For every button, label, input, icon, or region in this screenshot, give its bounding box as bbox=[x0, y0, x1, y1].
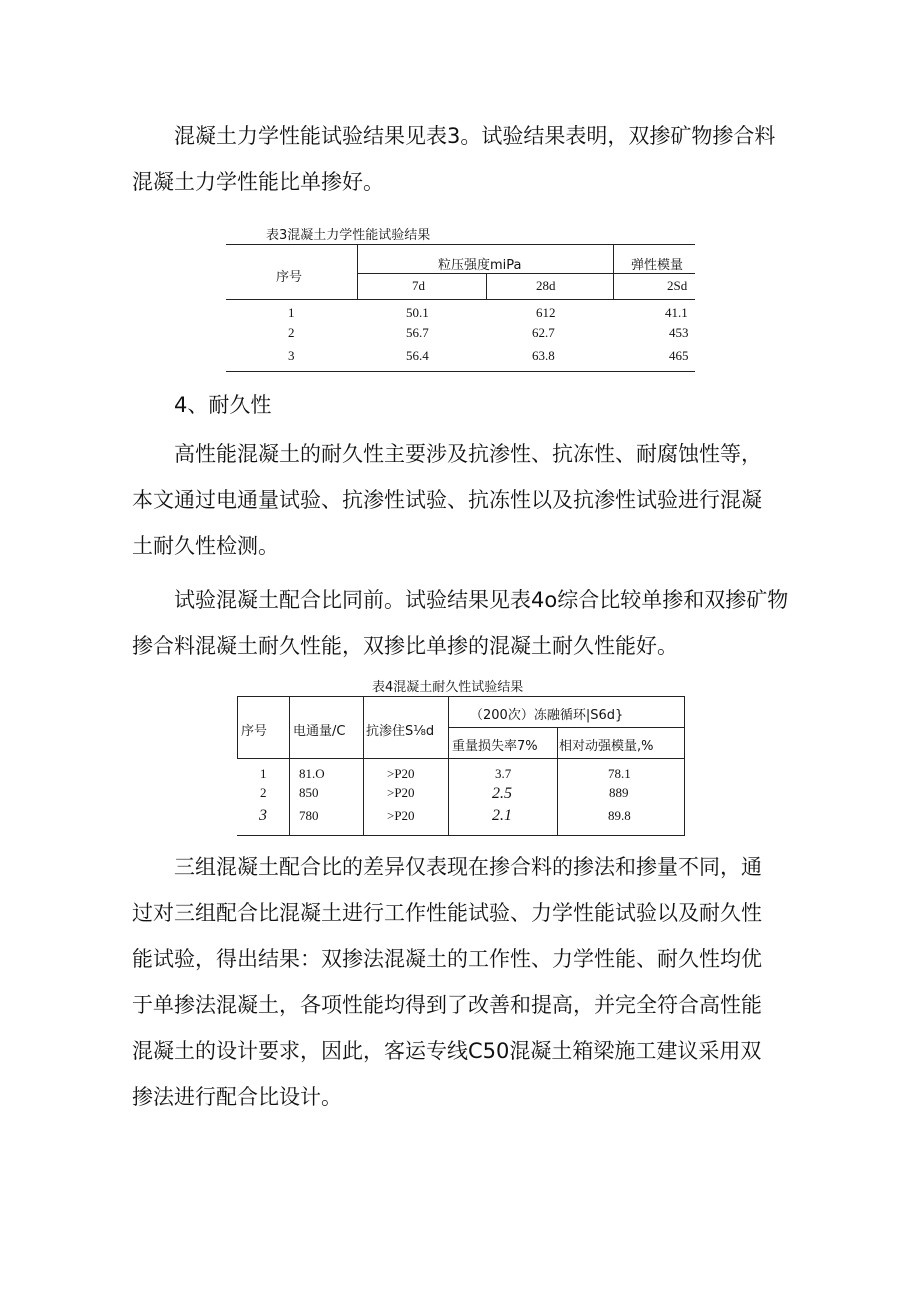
table4-header-permeability: 抗渗住S⅛d bbox=[366, 724, 435, 739]
table3-cell: 56.7 bbox=[406, 325, 429, 340]
text-line: 混凝土力学性能试验结果见表3。试验结果表明，双掺矿物掺合料 bbox=[174, 124, 776, 148]
table4-cell: 2 bbox=[260, 785, 267, 800]
table3-caption: 表3混凝土力学性能试验结果 bbox=[266, 228, 431, 243]
table4-header-flux: 电通量/C bbox=[293, 724, 346, 739]
table4-col-divider bbox=[448, 696, 449, 836]
table3-mechanical-properties bbox=[226, 244, 695, 372]
table4-cell: 3 bbox=[259, 807, 267, 824]
table4-col-divider bbox=[684, 696, 685, 836]
paragraph-conclusion bbox=[132, 844, 792, 1120]
table3-header-28d: 28d bbox=[536, 278, 556, 293]
text-line: 土耐久性检测。 bbox=[132, 534, 279, 558]
text-line: 三组混凝土配合比的差异仅表现在掺合料的掺法和掺量不同，通 bbox=[174, 855, 762, 879]
table3-col-divider bbox=[357, 244, 358, 300]
table3-header-7d: 7d bbox=[412, 278, 425, 293]
section-heading-durability bbox=[132, 382, 792, 428]
table4-header-rule bbox=[237, 758, 685, 759]
table4-cell: 78.1 bbox=[608, 766, 631, 781]
table4-cell: 3.7 bbox=[495, 766, 512, 781]
table4-top-rule bbox=[237, 696, 685, 697]
text-line: 能试验，得出结果：双掺法混凝土的工作性、力学性能、耐久性均优 bbox=[132, 947, 762, 971]
table4-cell: 889 bbox=[609, 785, 629, 800]
table4-caption: 表4混凝土耐久性试验结果 bbox=[372, 680, 524, 695]
table4-cell: >P20 bbox=[387, 766, 415, 781]
text-line: 本文通过电通量试验、抗渗性试验、抗冻性以及抗渗性试验进行混凝 bbox=[132, 488, 762, 512]
table4-header-dynamic-modulus: 相对动强模量,% bbox=[559, 739, 654, 754]
table4-durability bbox=[237, 696, 685, 836]
table3-cell: 3 bbox=[288, 348, 295, 363]
table3-cell: 2 bbox=[288, 325, 295, 340]
table3-cell: 453 bbox=[669, 325, 689, 340]
table3-col-divider bbox=[613, 244, 614, 300]
text-line: 高性能混凝土的耐久性主要涉及抗渗性、抗冻性、耐腐蚀性等， bbox=[174, 442, 762, 466]
table3-top-rule bbox=[226, 244, 695, 245]
table4-cell: >P20 bbox=[387, 785, 415, 800]
table4-subheader-rule bbox=[448, 727, 685, 728]
table4-cell: 81.O bbox=[299, 766, 325, 781]
text-line: 过对三组配合比混凝土进行工作性能试验、力学性能试验以及耐久性 bbox=[132, 901, 762, 925]
table4-cell: 850 bbox=[299, 785, 319, 800]
table4-cell: 1 bbox=[260, 766, 267, 781]
table4-cell: 89.8 bbox=[608, 808, 631, 823]
table3-header-strength: 粒压强度miPa bbox=[438, 258, 522, 273]
table3-cell: 1 bbox=[288, 305, 295, 320]
table3-cell: 56.4 bbox=[406, 348, 429, 363]
table3-cell: 50.1 bbox=[406, 305, 429, 320]
table4-cell: >P20 bbox=[387, 808, 415, 823]
table3-header-28d-elastic: 2Sd bbox=[667, 278, 688, 293]
table4-cell: 2.1 bbox=[492, 807, 512, 824]
table3-subheader-rule bbox=[357, 273, 695, 274]
text-line: 混凝土的设计要求，因此，客运专线C50混凝土箱梁施工建议采用双 bbox=[132, 1039, 762, 1063]
table4-col-divider bbox=[363, 696, 364, 836]
section-title: 4、耐久性 bbox=[174, 393, 272, 417]
table3-col-divider bbox=[486, 273, 487, 300]
text-line: 掺法进行配合比设计。 bbox=[132, 1085, 342, 1109]
table4-header-freeze-thaw: （200次）冻融循环|S6d} bbox=[470, 708, 624, 723]
table3-header-seq: 序号 bbox=[276, 270, 303, 285]
table3-cell: 465 bbox=[669, 348, 689, 363]
text-line: 试验混凝土配合比同前。试验结果见表4o综合比较单掺和双掺矿物 bbox=[174, 588, 789, 612]
text-line: 掺合料混凝土耐久性能，双掺比单掺的混凝土耐久性能好。 bbox=[132, 634, 678, 658]
paragraph-durability-results bbox=[132, 577, 792, 669]
text-line: 于单掺法混凝土，各项性能均得到了改善和提高，并完全符合高性能 bbox=[132, 993, 762, 1017]
table3-header-rule bbox=[226, 299, 695, 300]
table3-cell: 63.8 bbox=[532, 348, 555, 363]
table3-bottom-rule bbox=[226, 371, 695, 372]
table4-col-divider bbox=[289, 696, 290, 836]
table3-cell: 612 bbox=[536, 305, 556, 320]
table4-bottom-rule bbox=[237, 835, 685, 836]
table4-header-seq: 序号 bbox=[241, 724, 268, 739]
table3-header-elastic: 弹性模量 bbox=[631, 258, 684, 273]
table4-col-divider bbox=[557, 727, 558, 836]
text-line: 混凝土力学性能比单掺好。 bbox=[132, 170, 384, 194]
table3-cell: 41.1 bbox=[665, 305, 688, 320]
paragraph-mechanical-results bbox=[132, 113, 792, 205]
table4-col-divider bbox=[237, 696, 238, 759]
table4-header-mass-loss: 重量损失率7% bbox=[452, 739, 538, 754]
table4-cell: 780 bbox=[299, 808, 319, 823]
paragraph-durability-intro bbox=[132, 431, 792, 569]
table4-cell: 2.5 bbox=[492, 785, 512, 802]
table3-cell: 62.7 bbox=[532, 325, 555, 340]
